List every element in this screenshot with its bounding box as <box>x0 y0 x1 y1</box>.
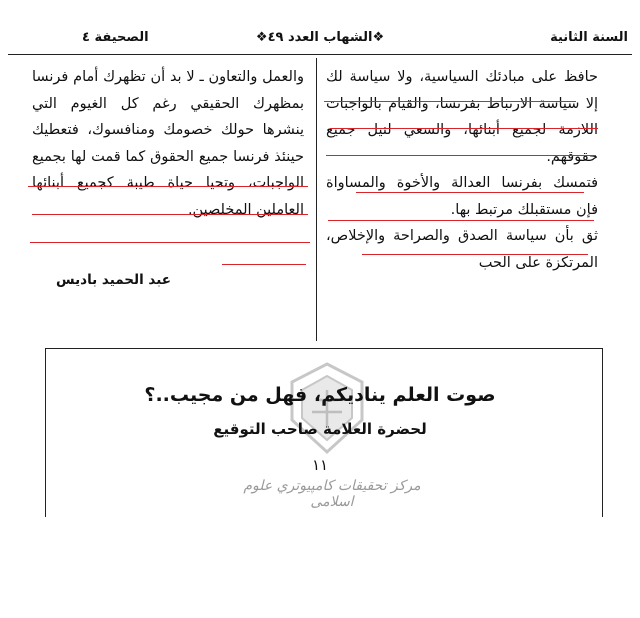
red-underline <box>362 254 588 255</box>
right-paragraph-1: حافظ على مبادئك السياسية، ولا سياسة لك إلا سياسة الارتباط بفرنسا، والقيام بالواجبات اللازمة لجميع أبنائها، والسعي لنيل جميع حقوقهم. <box>326 69 598 165</box>
column-divider <box>316 58 317 341</box>
watermark-logo <box>286 360 368 456</box>
red-underline <box>32 214 308 215</box>
box-subtitle: لحضرة العلامة صاحب التوقيع <box>213 420 427 438</box>
watermark-text: مركز تحقيقات كامپيوتري علوم اسلامى <box>243 478 421 510</box>
page-number: ١١ <box>311 456 329 474</box>
left-paragraph-1: والعمل والتعاون ـ لا بد أن تظهرك أمام فرنسا بمظهرك الحقيقي رغم كل الغيوم التي ينشرها حولك خصومك ومنافسوك، فتعطيك حينئذ فرنسا جميع الحقوق كما قمت لها بجميع الواجبات، وتحيا حياة طيبة كجميع أبنائها العاملين المخلصين. <box>32 69 304 218</box>
box-title: صوت العلم يناديكم، فهل من مجيب..؟ <box>144 384 496 406</box>
header-year: السنة الثانية <box>550 30 628 45</box>
red-underline <box>222 264 306 265</box>
signature: عبد الحميد باديس <box>56 272 171 288</box>
red-underline <box>356 192 584 193</box>
red-underline <box>326 155 596 156</box>
right-paragraph-3: ثق بأن سياسة الصدق والصراحة والإخلاص، المرتكزة على الحب <box>326 228 598 271</box>
red-underline <box>324 101 576 102</box>
red-underline <box>328 220 594 221</box>
left-column <box>32 64 304 223</box>
red-underline <box>330 128 598 129</box>
red-underline <box>30 242 310 243</box>
header-issue: ❖الشهاب العدد ٤٩❖ <box>255 30 385 45</box>
header-page: الصحيفة ٤ <box>82 30 149 45</box>
right-column <box>326 64 598 276</box>
red-underline <box>28 186 308 187</box>
header-rule <box>8 54 632 55</box>
right-paragraph-2: فتمسك بفرنسا العدالة والأخوة والمساواة فإن مستقبلك مرتبط بها. <box>326 175 598 218</box>
